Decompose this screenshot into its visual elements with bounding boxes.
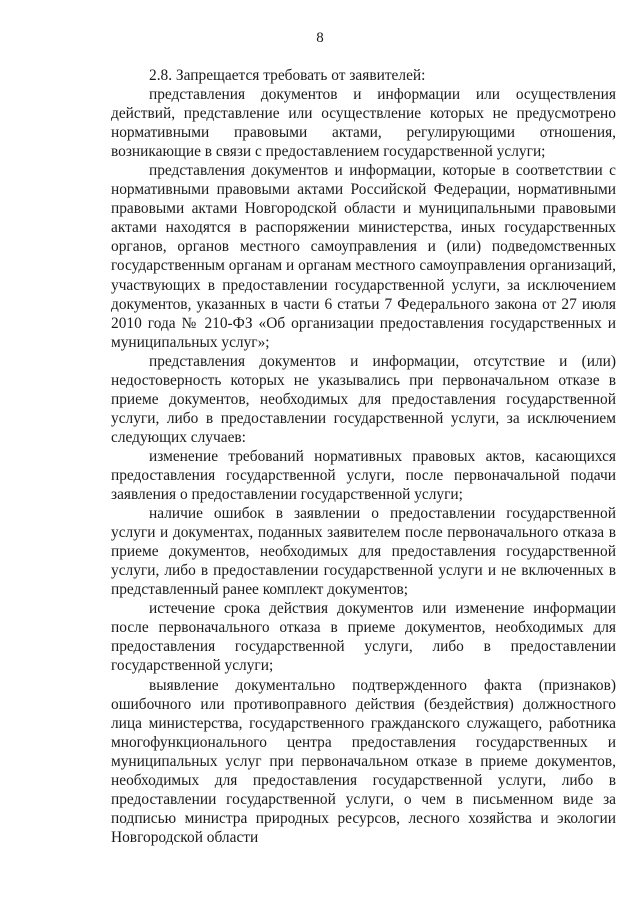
paragraph: выявление документально подтвержденного факта (признаков) ошибочного или противоправного действия (бездействия) должностного лица министерства, государственного гражданского служащего, работника многофункционального центра предоставления государственных и муниципальных услуг при первоначальном отказе в приеме документов, необходимых для предоставления государственной услуги, либо в предоставлении государственной услуги, о чем в письменном виде за подписью министра природных ресурсов, лесного хозяйства и экологии Новгородской области bbox=[111, 676, 616, 846]
paragraph: представления документов и информации или осуществления действий, представление или осуществление которых не предусмотрено нормативными правовыми актами, регулирующими отношения, возникающие в связи с предоставлением государственной услуги; bbox=[111, 86, 616, 161]
paragraph: представления документов и информации, отсутствие и (или) недостоверность которых не указывались при первоначальном отказе в приеме документов, необходимых для предоставления государственной услуги, либо в предоставлении государственной услуги, за исключением следующих случаев: bbox=[111, 352, 616, 446]
document-body bbox=[111, 66, 616, 847]
page-number: 8 bbox=[316, 30, 324, 46]
paragraph: истечение срока действия документов или изменение информации после первоначального отказа в приеме документов, необходимых для предоставления государственной услуги, либо в предоставлении государственной услуги; bbox=[111, 600, 616, 675]
section-heading: 2.8. Запрещается требовать от заявителей: bbox=[149, 67, 426, 84]
paragraph: наличие ошибок в заявлении о предоставлении государственной услуги и документах, поданных заявителем после первоначального отказа в приеме документов, необходимых для предоставления государственной услуги, либо в предоставлении государственной услуги и не включенных в представленный ранее комплект документов; bbox=[111, 505, 616, 599]
paragraph: представления документов и информации, которые в соответствии с нормативными правовыми актами Российской Федерации, нормативными правовыми актами Новгородской области и муниципальными правовыми актами находятся в распоряжении министерства, иных государственных органов, органов местного самоуправления и (или) подведомственных государственным органам и органам местного самоуправления организаций, участвующих в предоставлении государственной услуги, за исключением документов, указанных в части 6 статьи 7 Федерального закона от 27 июля 2010 года № 210-ФЗ «Об организации предоставления государственных и муниципальных услуг»; bbox=[111, 162, 616, 351]
paragraph: изменение требований нормативных правовых актов, касающихся предоставления государственной услуги, после первоначальной подачи заявления о предоставлении государственной услуги; bbox=[111, 447, 616, 504]
